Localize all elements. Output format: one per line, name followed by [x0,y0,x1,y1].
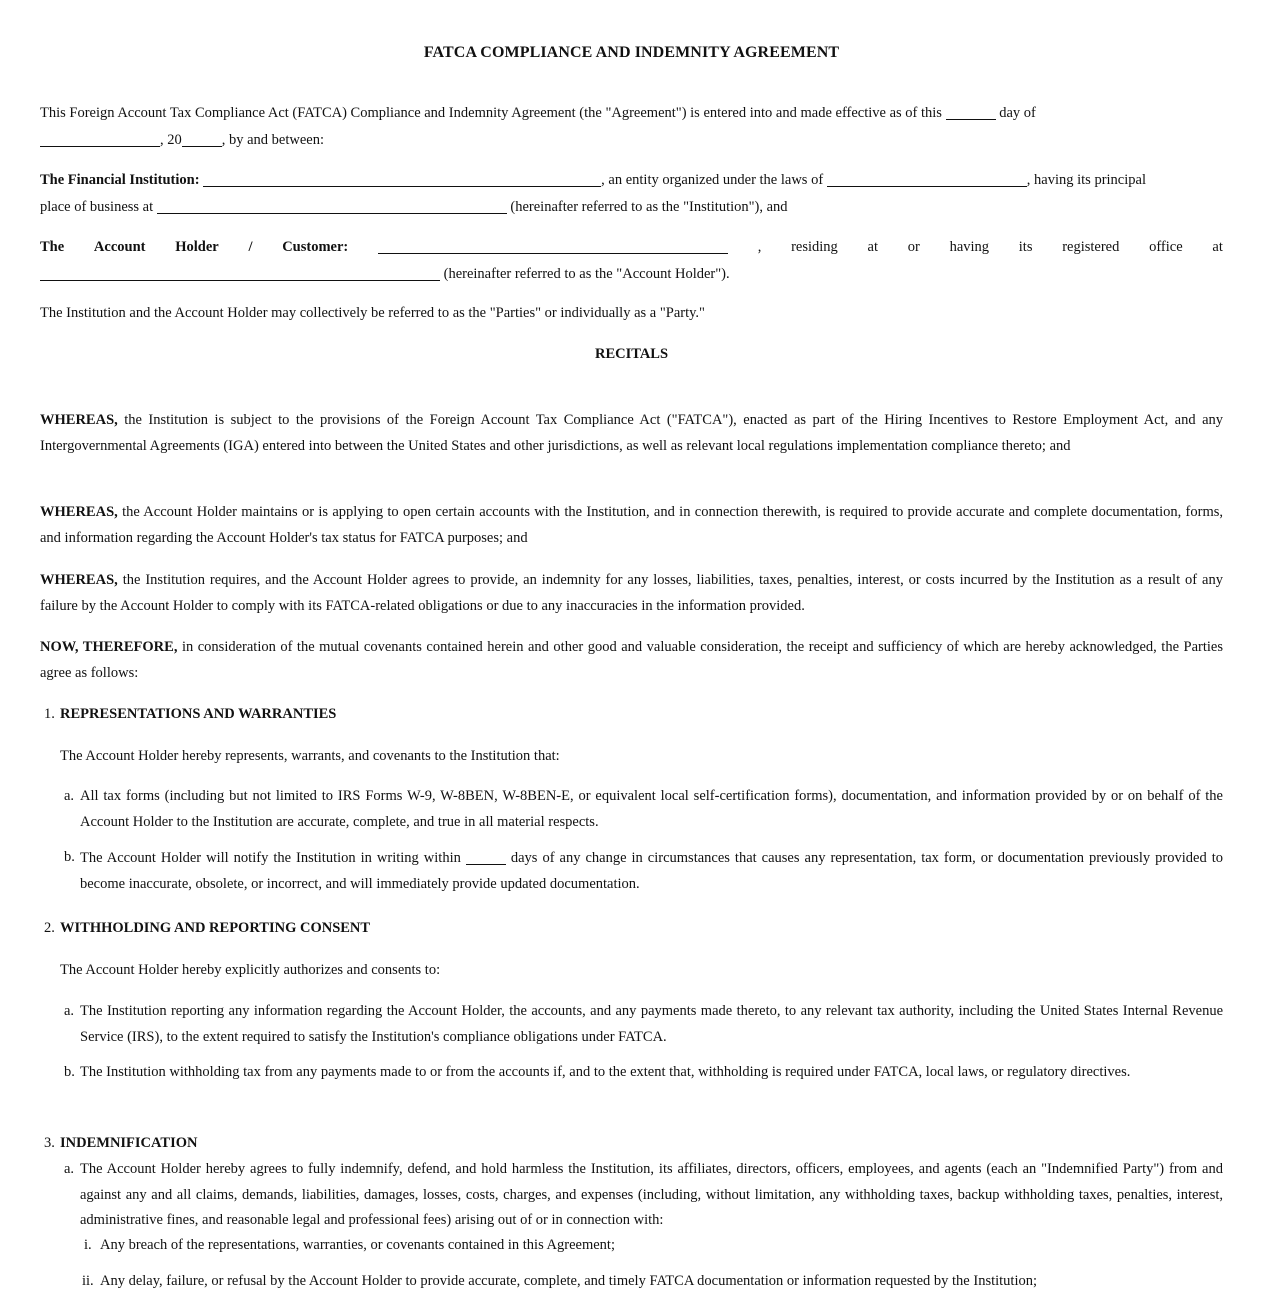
month-blank[interactable] [40,130,160,147]
section-1-number: 1. [44,706,55,722]
holder-w9: at [1212,239,1223,255]
section-1-title: REPRESENTATIONS AND WARRANTIES [60,706,337,722]
whereas-text-1: the Institution is subject to the provisions of the Foreign Account Tax Compliance Act ("FATCA"), enacted as part of the Hiring Incentives to Restore Employment Act, and any Intergovernmental Agreements (IGA) entered into between the United States and other jurisdictions, as well as relevant local regulations implementation compliance thereto; and [40,412,1223,454]
item-marker: a. [64,1003,75,1019]
whereas-text-2: the Account Holder maintains or is applying to open certain accounts with the Institution, and in connection therewith, is required to provide accurate and complete documentation, forms, and information regarding the Account Holder's tax status for FATCA purposes; and [40,504,1223,546]
holder-address-blank[interactable] [40,264,440,281]
whereas-paragraph-2 [40,500,1223,551]
item-marker: a. [64,788,75,804]
section-1-lead: The Account Holder hereby represents, warrants, and covenants to the Institution that: [60,748,560,764]
intro-text: This Foreign Account Tax Compliance Act (FATCA) Compliance and Indemnity Agreement (the "Agreement") is entered into and made effective as of this [40,105,942,121]
section-3-item-a-text: The Account Holder hereby agrees to fully indemnify, defend, and hold harmless the Institution, its affiliates, directors, officers, employees, and agents (each an "Indemnified Party") from and against any and all claims, demands, liabilities, damages, losses, costs, charges, and expenses (including, without limitation, any withholding taxes, backup withholding taxes, penalties, interest, administrative fines, and reasonable legal and professional fees) arising out of or in connection with: [80,1161,1223,1228]
institution-text3: place of business at [40,198,154,215]
holder-label-w3: Holder [175,239,219,255]
institution-paragraph [40,167,1223,220]
whereas-lead-1: WHEREAS, [40,412,118,428]
section-2-item-a-text: The Institution reporting any information regarding the Account Holder, the accounts, and any payments made thereto, to any relevant tax authority, including the United States Internal Revenue Service (IRS), to the extent required to satisfy the Institution's compliance obligations under FATCA. [80,1003,1223,1045]
document-title: FATCA COMPLIANCE AND INDEMNITY AGREEMENT [423,44,840,61]
item-marker: b. [64,849,75,865]
day-of-text: day of [999,105,1036,121]
now-therefore-text: in consideration of the mutual covenants contained herein and other good and valuable consideration, the receipt and sufficiency of which are hereby acknowledged, the Parties agree as follows: [40,639,1223,681]
holder-w1: , [757,239,762,255]
institution-label: The Financial Institution: [40,172,200,188]
section-3-item-a [64,1157,1223,1234]
holder-w4: or [907,239,920,255]
subitem-marker: i. [84,1237,92,1253]
section-3-subitem-i [84,1233,1223,1259]
section-1-item-b-text-a: The Account Holder will notify the Institution in writing within [80,850,461,866]
whereas-lead-2: WHEREAS, [40,504,118,520]
section-3-number: 3. [44,1135,55,1151]
recitals-heading: RECITALS [594,346,669,362]
holder-name-blank[interactable] [378,237,728,254]
holder-w5: having [949,239,990,255]
parties-paragraph: The Institution and the Account Holder may collectively be referred to as the "Parties" or individually as a "Party." [40,305,705,321]
section-1-item-a-text: All tax forms (including but not limited to IRS Forms W-9, W-8BEN, W-8BEN-E, or equivalent local self-certification forms), documentation, and information provided by or on behalf of the Account Holder to the Institution are accurate, complete, and true in all material respects. [80,788,1223,830]
holder-w7: registered [1062,239,1120,255]
holder-text2: (hereinafter referred to as the "Account Holder"). [443,265,730,282]
now-therefore-paragraph [40,635,1223,686]
holder-w6: its [1018,239,1033,255]
section-2-number: 2. [44,920,55,936]
whereas-paragraph-3 [40,568,1223,619]
holder-label-w2: Account [93,239,146,255]
item-marker: a. [64,1161,75,1177]
year-prefix: , 20 [160,131,182,148]
section-3-subitem-i-text: Any breach of the representations, warranties, or covenants contained in this Agreement; [100,1237,615,1253]
section-1-item-b [64,845,1224,897]
section-2-item-a [64,999,1223,1050]
whereas-text-3: the Institution requires, and the Account Holder agrees to provide, an indemnity for any losses, liabilities, taxes, penalties, interest, or costs incurred by the Institution as a result of any failure by the Account Holder to comply with its FATCA-related obligations or due to any inaccuracies in the information provided. [40,572,1223,614]
intro-text-end: , by and between: [221,131,325,148]
institution-text1: , an entity organized under the laws of [601,172,824,188]
year-blank[interactable] [182,130,222,147]
holder-line1 [40,234,1223,261]
section-1-item-b-text-b: days of any change in circumstances that causes any representation, tax form, or documentation previously provided to become inaccurate, obsolete, or incorrect, and will immediately provide updated documentation. [80,850,1224,892]
holder-w8: office [1149,239,1183,255]
whereas-lead-3: WHEREAS, [40,572,118,588]
holder-w3: at [867,239,878,255]
now-therefore-lead: NOW, THEREFORE, [40,639,178,655]
subitem-marker: ii. [82,1273,94,1289]
section-3-title: INDEMNIFICATION [60,1135,198,1151]
institution-jurisdiction-blank[interactable] [827,170,1027,187]
section-2-item-b [64,1060,1223,1086]
section-3-subitem-ii-text: Any delay, failure, or refusal by the Account Holder to provide accurate, complete, and timely FATCA documentation or information requested by the Institution; [100,1273,1038,1289]
holder-paragraph [40,234,1223,287]
institution-text2: , having its principal [1026,172,1146,188]
holder-label-w1: The [40,239,65,255]
section-2-item-b-text: The Institution withholding tax from any payments made to or from the accounts if, and to the extent that, withholding is required under FATCA, local laws, or regulatory directives. [80,1064,1131,1080]
section-2-title: WITHHOLDING AND REPORTING CONSENT [60,920,371,936]
day-blank[interactable] [946,103,996,120]
section-2-lead: The Account Holder hereby explicitly authorizes and consents to: [60,962,441,978]
intro-paragraph [40,100,1223,153]
whereas-paragraph-1 [40,408,1223,459]
holder-w2: residing [791,239,838,255]
institution-name-blank[interactable] [203,170,601,187]
institution-text4: (hereinafter referred to as the "Institution"), and [510,198,788,215]
notice-days-blank[interactable] [466,848,506,865]
holder-label-w5: Customer: [282,239,349,255]
section-3-subitem-ii [82,1269,1223,1295]
institution-address-blank[interactable] [157,197,507,214]
holder-label-w4: / [248,239,253,255]
section-1-item-a [64,784,1223,835]
item-marker: b. [64,1064,75,1080]
